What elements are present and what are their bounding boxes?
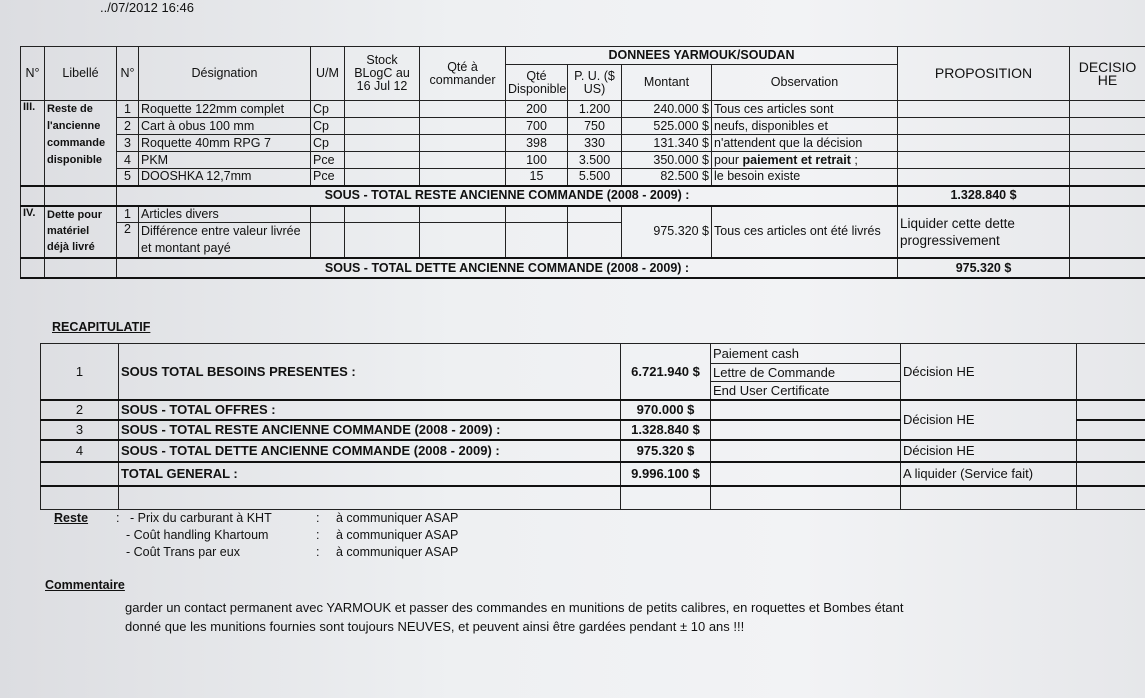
reste-item3: - Coût Trans par eux bbox=[126, 545, 240, 559]
recap-row3-value: 1.328.840 $ bbox=[621, 420, 711, 440]
reste-item2: - Coût handling Khartoum bbox=[126, 528, 269, 542]
s3-item5-montant: 82.500 $ bbox=[622, 169, 712, 186]
s3-item3-qte: 398 bbox=[506, 135, 568, 152]
recap-total-label: TOTAL GENERAL : bbox=[119, 462, 621, 486]
s3-item5-qte: 15 bbox=[506, 169, 568, 186]
timestamp: ../07/2012 16:46 bbox=[100, 0, 194, 15]
s3-item2-um: Cp bbox=[311, 118, 345, 135]
s3-item1-n: 1 bbox=[117, 101, 139, 118]
header-decision: DECISIO HE bbox=[1070, 47, 1145, 101]
recap-row2-value: 970.000 $ bbox=[621, 400, 711, 420]
s3-item3-um: Cp bbox=[311, 135, 345, 152]
section3-libelle: Reste de l'ancienne commande disponible bbox=[45, 101, 117, 186]
header-n2: N° bbox=[117, 47, 139, 101]
section4-num: IV. bbox=[21, 206, 45, 259]
commentaire-line1: garder un contact permanent avec YARMOUK et passer des commandes en munitions de petits calibres, en roquettes et Bombes étant bbox=[125, 600, 904, 615]
s3-obs4-plain: pour bbox=[714, 152, 743, 167]
recap-row3-label: SOUS - TOTAL RESTE ANCIENNE COMMANDE (2008 - 2009) : bbox=[119, 420, 621, 440]
recap-table bbox=[40, 343, 1145, 510]
s3-obs4-bold: paiement et retrait bbox=[742, 152, 851, 167]
s3-observation-line1: Tous ces articles sont bbox=[712, 101, 898, 118]
recap-mode-cash: Paiement cash bbox=[711, 344, 901, 364]
main-table bbox=[20, 46, 1145, 279]
s4-subtotal-label: SOUS - TOTAL DETTE ANCIENNE COMMANDE (2008 - 2009) : bbox=[117, 258, 898, 278]
header-designation: Désignation bbox=[139, 47, 311, 101]
s4-item2-designation: Différence entre valeur livrée et montant payé bbox=[139, 223, 311, 259]
recap-row1-value: 6.721.940 $ bbox=[621, 344, 711, 400]
s3-item4-pu: 3.500 bbox=[568, 152, 622, 169]
reste-item1: - Prix du carburant à KHT bbox=[130, 511, 272, 525]
section4-libelle: Dette pour matériel déjà livré bbox=[45, 206, 117, 259]
s3-item2-montant: 525.000 $ bbox=[622, 118, 712, 135]
s3-item5-pu: 5.500 bbox=[568, 169, 622, 186]
s4-observation: Tous ces articles ont été livrés bbox=[712, 206, 898, 259]
s4-item1-n: 1 bbox=[117, 206, 139, 223]
header-observation: Observation bbox=[712, 65, 898, 101]
reste-item3-sep: : bbox=[316, 545, 320, 559]
s3-item2-designation: Cart à obus 100 mm bbox=[139, 118, 311, 135]
s4-subtotal-value: 975.320 $ bbox=[898, 258, 1070, 278]
recap-row1-decision: Décision HE bbox=[901, 344, 1077, 400]
reste-item2-sep: : bbox=[316, 528, 320, 542]
recap-row1-n: 1 bbox=[41, 344, 119, 400]
header-pu: P. U. ($ US) bbox=[568, 65, 622, 101]
recap-row3-n: 3 bbox=[41, 420, 119, 440]
reste-item2-value: à communiquer ASAP bbox=[336, 528, 459, 542]
header-qte-commander: Qté à commander bbox=[420, 47, 506, 101]
header-qte-dispo: Qté Disponible bbox=[506, 65, 568, 101]
recap-mode-euc: End User Certificate bbox=[711, 382, 901, 400]
commentaire-line2: donné que les munitions fournies sont toujours NEUVES, et peuvent ainsi être gardées pendant ± 10 ans !!! bbox=[125, 619, 745, 634]
header-proposition: PROPOSITION bbox=[898, 47, 1070, 101]
commentaire-text bbox=[125, 598, 1005, 636]
header-libelle: Libellé bbox=[45, 47, 117, 101]
s3-subtotal-label: SOUS - TOTAL RESTE ANCIENNE COMMANDE (2008 - 2009) : bbox=[117, 186, 898, 206]
recap-row2-n: 2 bbox=[41, 400, 119, 420]
recap-total-value: 9.996.100 $ bbox=[621, 462, 711, 486]
s3-item3-n: 3 bbox=[117, 135, 139, 152]
s3-item2-pu: 750 bbox=[568, 118, 622, 135]
s3-item2-qte: 700 bbox=[506, 118, 568, 135]
s3-item4-qte: 100 bbox=[506, 152, 568, 169]
s3-item4-designation: PKM bbox=[139, 152, 311, 169]
reste-item3-value: à communiquer ASAP bbox=[336, 545, 459, 559]
s3-item3-designation: Roquette 40mm RPG 7 bbox=[139, 135, 311, 152]
recap-row2-decision: Décision HE bbox=[901, 400, 1077, 440]
s3-item4-um: Pce bbox=[311, 152, 345, 169]
reste-sep: : bbox=[116, 511, 120, 525]
recap-row4-label: SOUS - TOTAL DETTE ANCIENNE COMMANDE (2008 - 2009) : bbox=[119, 440, 621, 462]
s3-item4-montant: 350.000 $ bbox=[622, 152, 712, 169]
s3-obs4-tail: ; bbox=[850, 152, 858, 167]
recap-row3-decision: Décision HE bbox=[901, 440, 1077, 462]
s3-item4-n: 4 bbox=[117, 152, 139, 169]
header-stock: Stock BLogC au 16 Jul 12 bbox=[345, 47, 420, 101]
section3-num: III. bbox=[21, 101, 45, 186]
s3-item3-pu: 330 bbox=[568, 135, 622, 152]
s3-observation-line4 bbox=[712, 152, 898, 169]
s3-observation-line5: le besoin existe bbox=[712, 169, 898, 186]
recap-mode-lettre: Lettre de Commande bbox=[711, 364, 901, 382]
s4-proposition: Liquider cette dette progressivement bbox=[898, 206, 1070, 259]
recap-title: RECAPITULATIF bbox=[52, 320, 151, 334]
s3-item5-designation: DOOSHKA 12,7mm bbox=[139, 169, 311, 186]
s3-observation-line3: n'attendent que la décision bbox=[712, 135, 898, 152]
s3-item1-qte: 200 bbox=[506, 101, 568, 118]
s3-item1-montant: 240.000 $ bbox=[622, 101, 712, 118]
recap-row4-value: 975.320 $ bbox=[621, 440, 711, 462]
recap-row2-label: SOUS - TOTAL OFFRES : bbox=[119, 400, 621, 420]
s3-subtotal-value: 1.328.840 $ bbox=[898, 186, 1070, 206]
s3-item2-n: 2 bbox=[117, 118, 139, 135]
s3-item5-n: 5 bbox=[117, 169, 139, 186]
s3-item1-um: Cp bbox=[311, 101, 345, 118]
reste-item1-sep: : bbox=[316, 511, 320, 525]
recap-row4-decision: A liquider (Service fait) bbox=[901, 462, 1077, 486]
header-donnees: DONNEES YARMOUK/SOUDAN bbox=[506, 47, 898, 65]
s3-item1-pu: 1.200 bbox=[568, 101, 622, 118]
reste-item1-value: à communiquer ASAP bbox=[336, 511, 459, 525]
header-n: N° bbox=[21, 47, 45, 101]
s3-item5-um: Pce bbox=[311, 169, 345, 186]
header-montant: Montant bbox=[622, 65, 712, 101]
s3-item3-montant: 131.340 $ bbox=[622, 135, 712, 152]
s4-montant: 975.320 $ bbox=[622, 206, 712, 259]
header-um: U/M bbox=[311, 47, 345, 101]
reste-label: Reste bbox=[54, 511, 89, 525]
s3-observation-line2: neufs, disponibles et bbox=[712, 118, 898, 135]
commentaire-title: Commentaire bbox=[45, 578, 125, 592]
s4-item2-n: 2 bbox=[117, 223, 139, 259]
recap-row4-n: 4 bbox=[41, 440, 119, 462]
recap-row1-label: SOUS TOTAL BESOINS PRESENTES : bbox=[119, 344, 621, 400]
s3-item1-designation: Roquette 122mm complet bbox=[139, 101, 311, 118]
s4-item1-designation: Articles divers bbox=[139, 206, 311, 223]
